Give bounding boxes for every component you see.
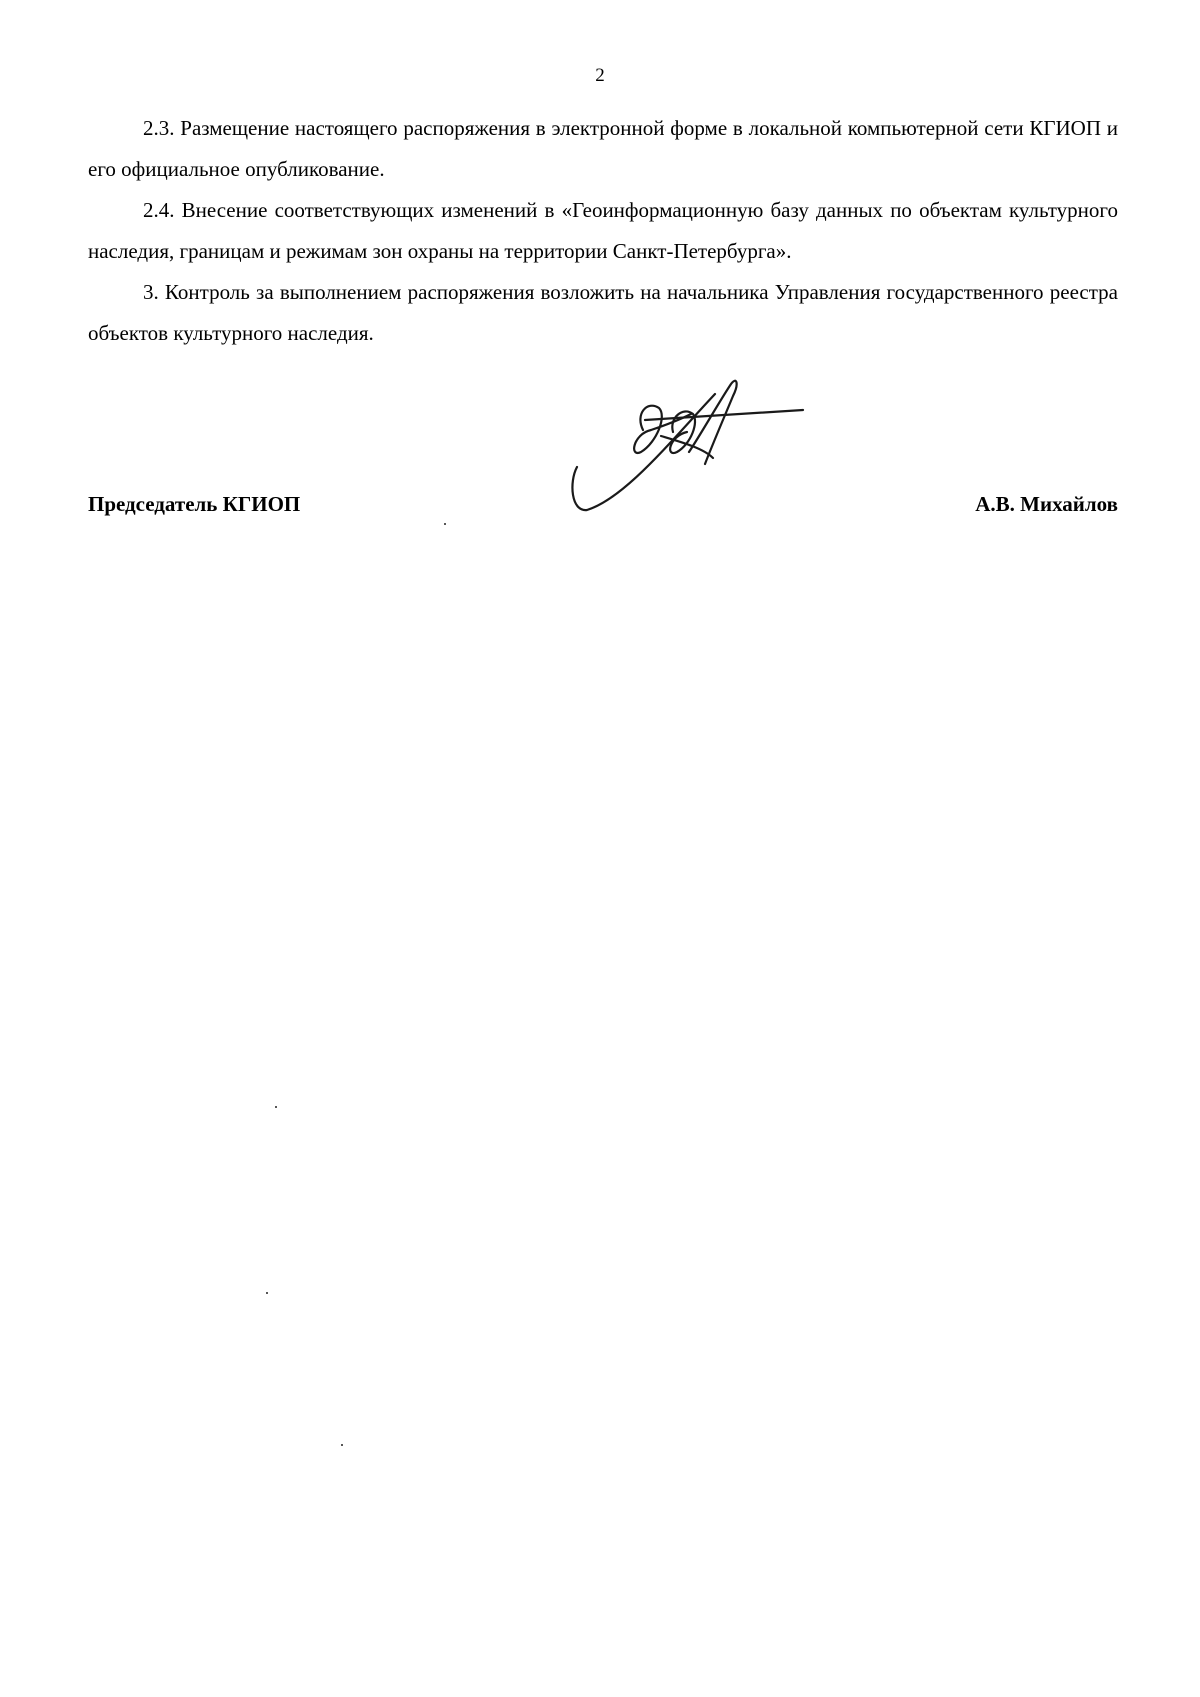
signatory-position: Председатель КГИОП [88, 492, 301, 516]
scan-speck [275, 1106, 277, 1108]
scan-speck [266, 1292, 268, 1294]
scan-speck [444, 523, 446, 525]
scan-speck [341, 1444, 343, 1446]
signatory-name: А.В. Михайлов [975, 492, 1118, 516]
paragraph-2-4: 2.4. Внесение соответствующих изменений в «Геоинформационную базу данных по объектам культурного наследия, границам и режимам зон охраны на территории Санкт-Петербурга». [88, 198, 1118, 263]
signature-block [88, 490, 1118, 520]
page-number: 2 [595, 65, 605, 86]
paragraph-3: 3. Контроль за выполнением распоряжения возложить на начальника Управления государственного реестра объектов культурного наследия. [88, 280, 1118, 345]
paragraph-2-3: 2.3. Размещение настоящего распоряжения в электронной форме в локальной компьютерной сети КГИОП и его официальное опубликование. [88, 116, 1118, 181]
document-body [88, 108, 1118, 354]
